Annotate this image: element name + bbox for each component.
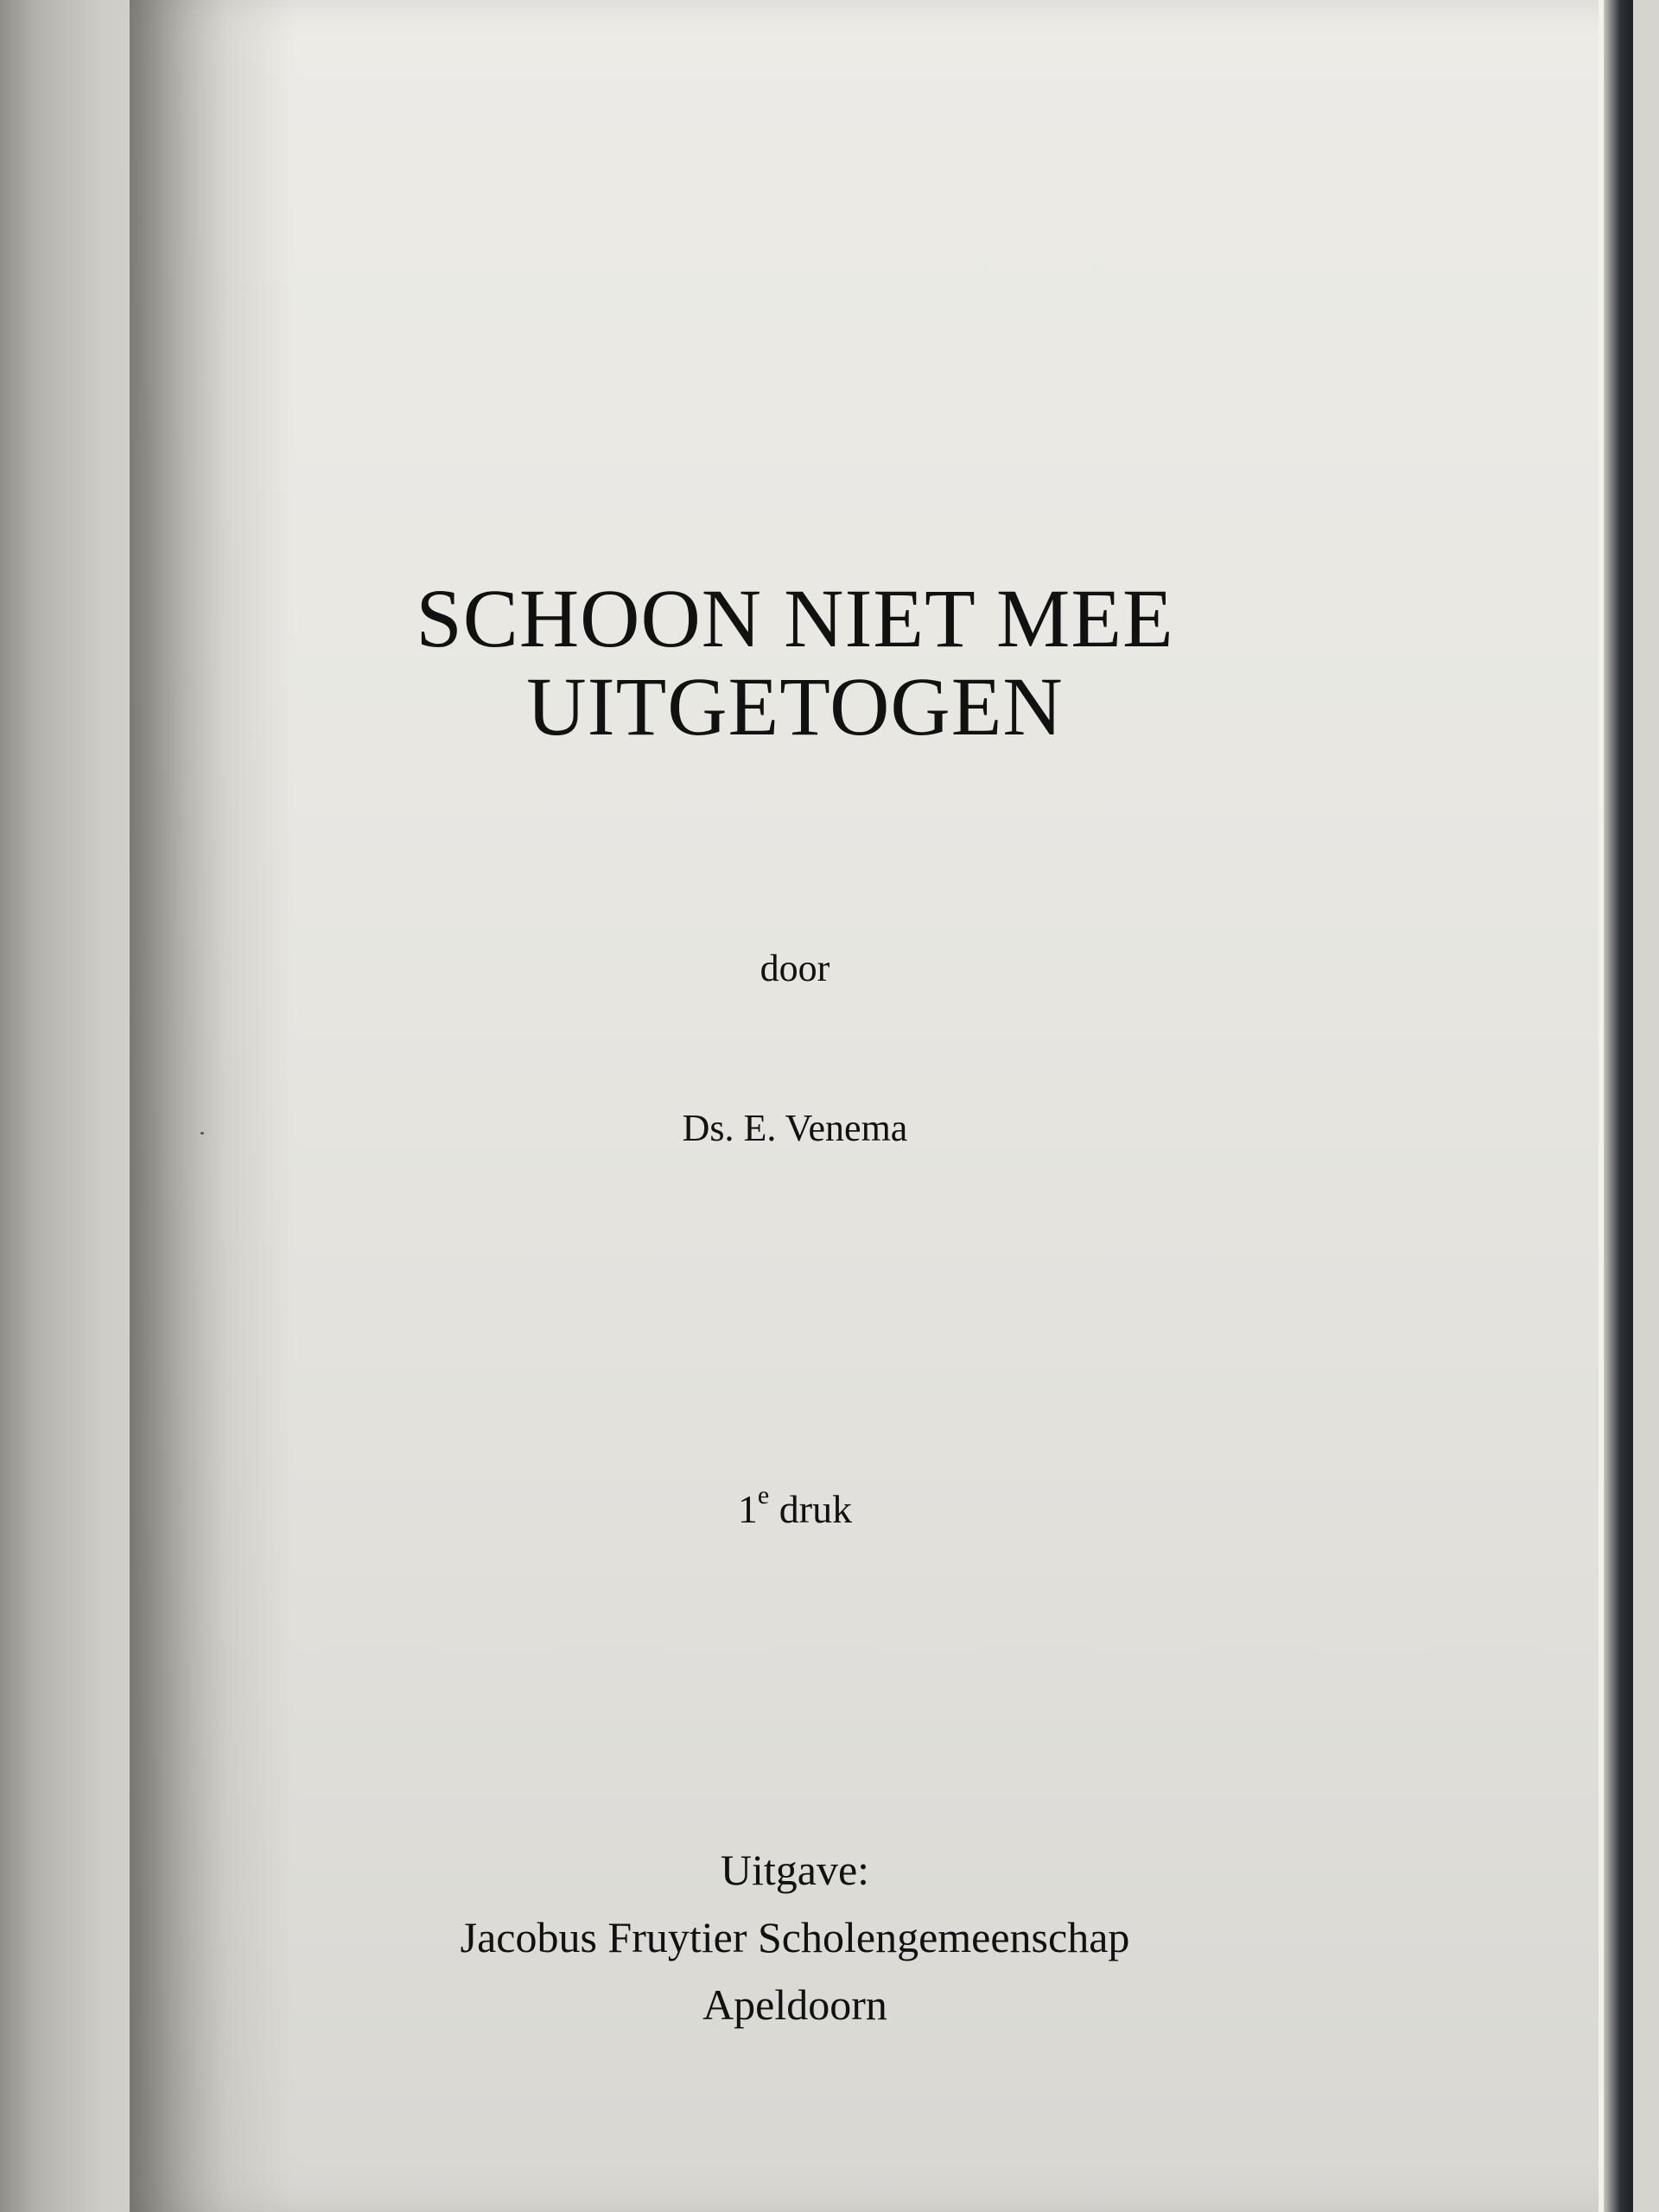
publisher-name: Jacobus Fruytier Scholengemeenschap <box>460 1913 1130 1961</box>
title-line-1: SCHOON NIET MEE <box>416 572 1174 664</box>
edition-superscript: e <box>757 1481 770 1510</box>
publisher-label: Uitgave: <box>720 1846 870 1894</box>
publisher-city: Apeldoorn <box>702 1980 887 2029</box>
edition-line <box>0 1481 1590 1532</box>
publisher-block <box>0 1836 1590 2038</box>
author-name: Ds. E. Venema <box>682 1107 908 1149</box>
paper-speck <box>200 1132 204 1135</box>
book-cover-edge <box>1604 0 1633 2212</box>
edition-label: druk <box>779 1487 853 1531</box>
title-line-2: UITGETOGEN <box>526 660 1064 753</box>
edition-number: 1 <box>737 1487 758 1531</box>
book-title <box>0 572 1590 753</box>
by-label: door <box>760 947 830 989</box>
